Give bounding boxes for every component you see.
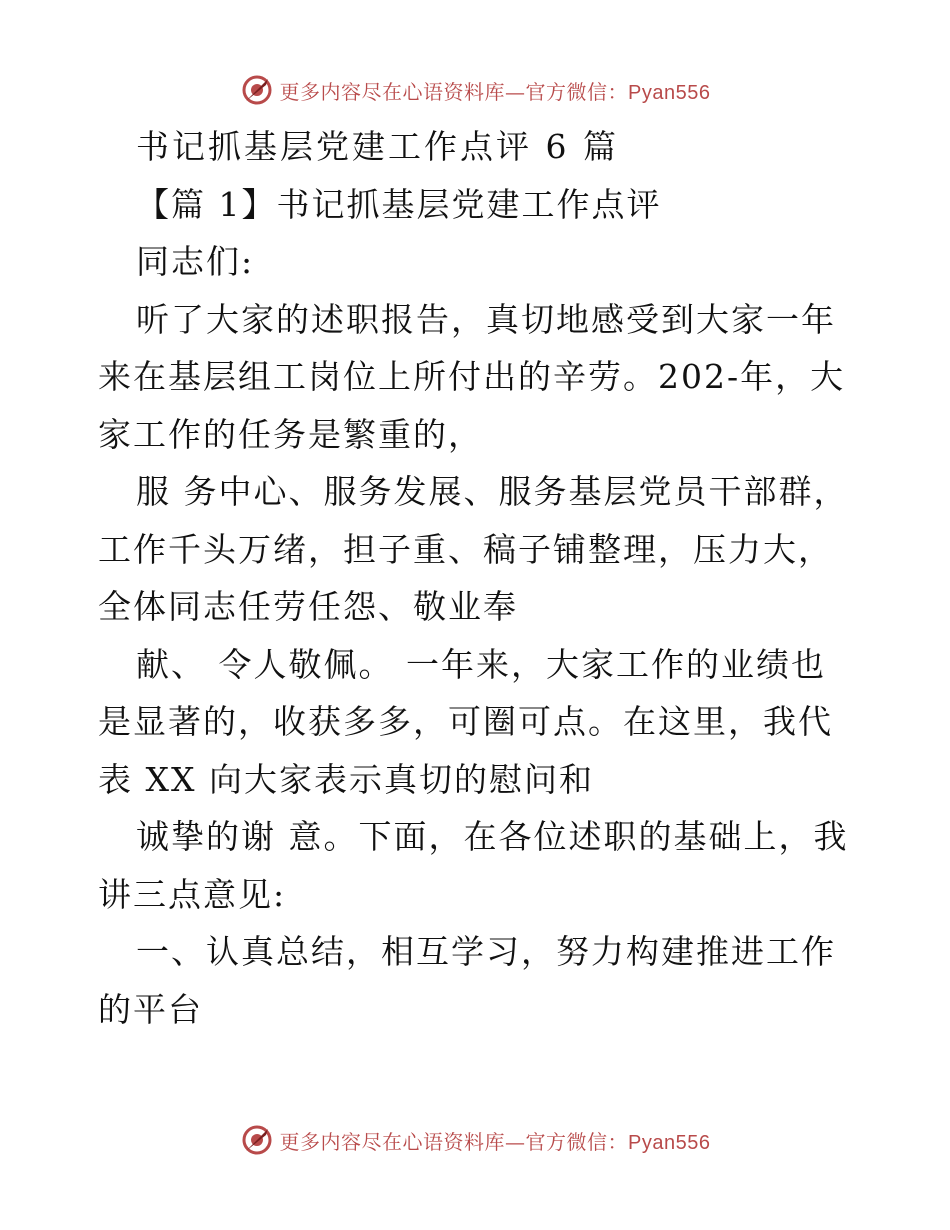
paragraph: 献、 令人敬佩。 一年来，大家工作的业绩也是显著的，收获多多，可圈可点。在这里，我代表 XX 向大家表示真切的慰问和: [98, 644, 833, 799]
paragraph: 服 务中心、服务发展、服务基层党员干部群，工作千头万绪，担子重、稿子铺整理，压力大，全体同志任劳任怨、敬业奉: [98, 472, 849, 626]
document-title: 书记抓基层党建工作点评 6 篇: [136, 127, 619, 166]
pen-logo-icon: [240, 73, 274, 107]
paragraph: 听了大家的述职报告，真切地感受到大家一年来在基层组工岗位上所付出的辛劳。202-年，大家工作的任务是繁重的，: [98, 299, 846, 454]
banner-text: 更多内容尽在心语资料库—官方微信：Pyan556: [279, 1129, 711, 1154]
paragraph: 同志们:: [136, 242, 255, 281]
header-banner: [0, 70, 950, 110]
pen-logo-icon: [240, 1123, 274, 1157]
paragraph: 诚挚的谢 意。下面，在各位述职的基础上，我讲三点意见:: [98, 817, 849, 914]
wechat-id: Pyan556: [628, 1131, 711, 1154]
footer-banner: [0, 1120, 950, 1160]
banner-text: 更多内容尽在心语资料库—官方微信：Pyan556: [279, 79, 711, 104]
section-heading: 【篇 1】书记抓基层党建工作点评: [136, 184, 662, 224]
wechat-id: Pyan556: [628, 81, 711, 104]
paragraph: 一、认真总结，相互学习，努力构建推进工作的平台: [98, 932, 836, 1029]
document-body: [98, 118, 858, 1038]
